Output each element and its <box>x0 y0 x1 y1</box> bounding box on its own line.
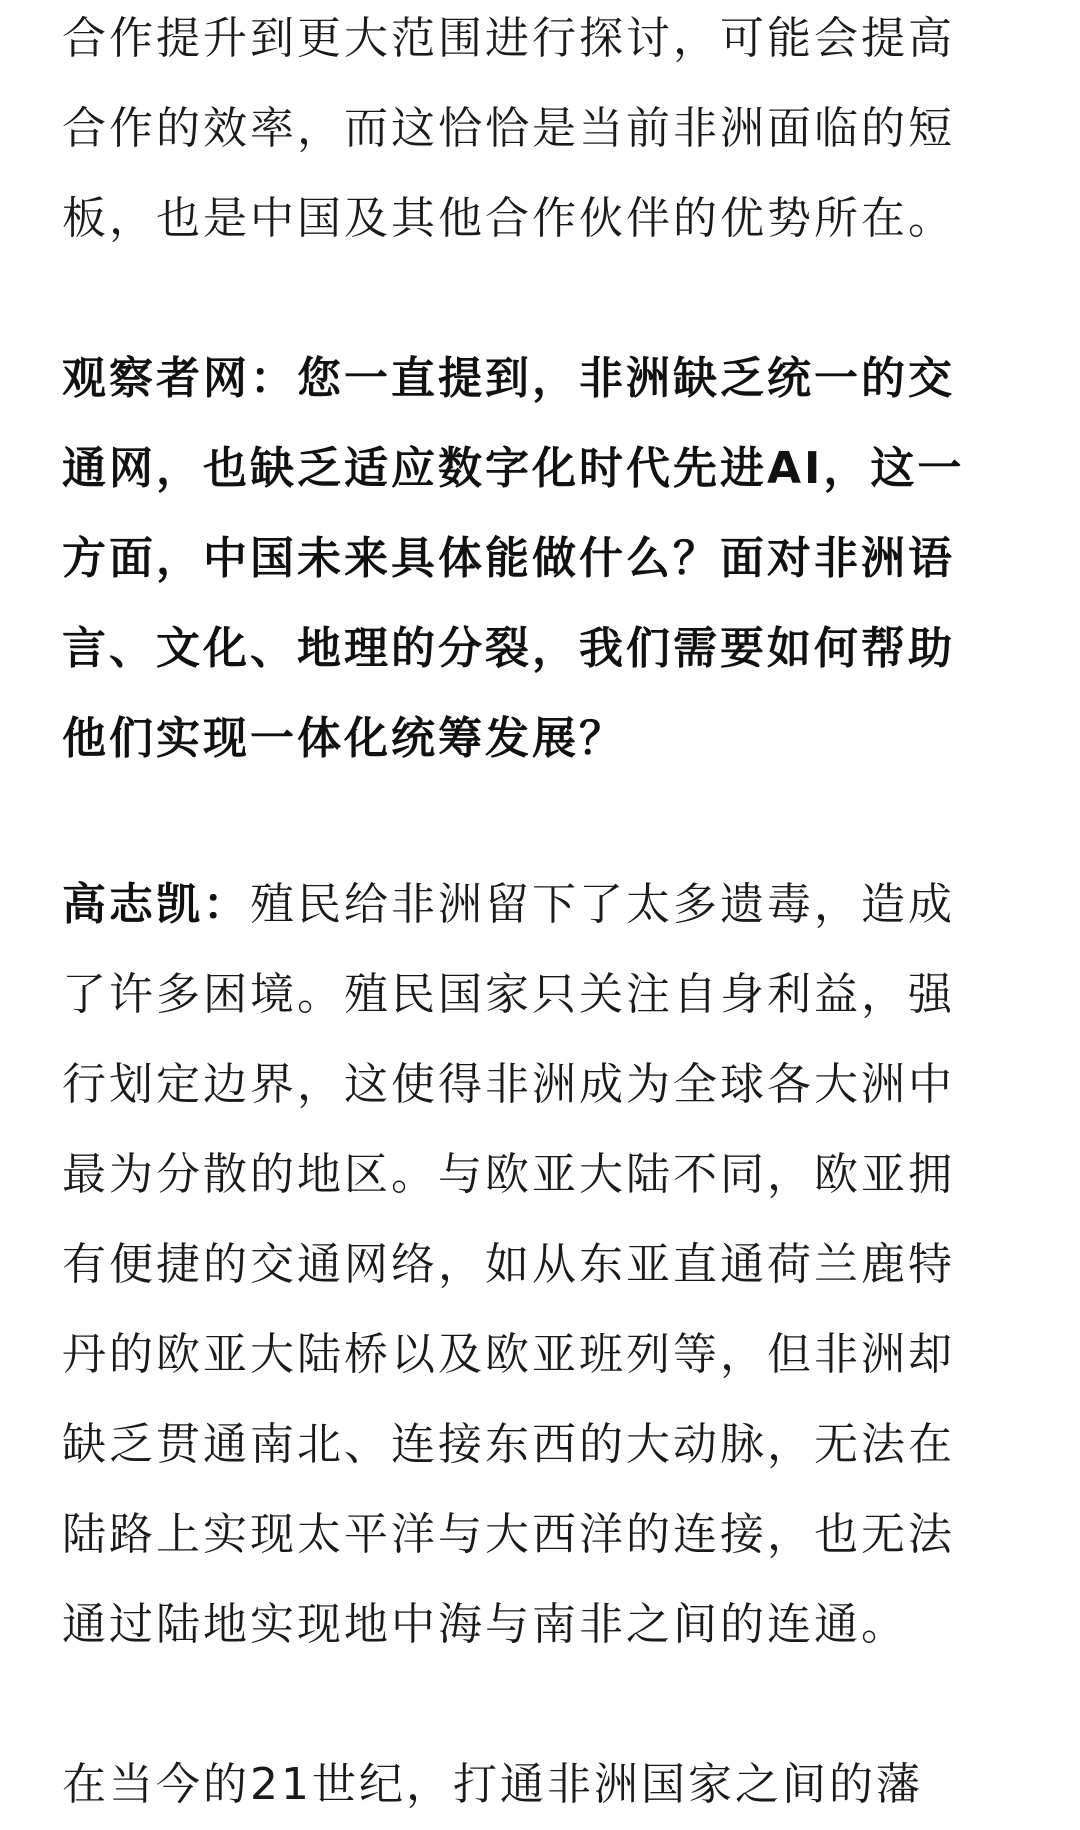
text-line: 板，也是中国及其他合作伙伴的优势所在。 <box>62 193 955 244</box>
text-fragment: 殖民给非洲留下了太多遗毒，造成 <box>250 879 955 930</box>
text-line: 言、文化、地理的分裂，我们需要如何帮助 <box>62 623 955 674</box>
paragraph-4 <box>62 1740 923 1830</box>
text-line: 了许多困境。殖民国家只关注自身利益，强 <box>62 969 955 1020</box>
text-line: 陆路上实现太平洋与大西洋的连接，也无法 <box>62 1509 955 1560</box>
text-line: 在当今的21世纪，打通非洲国家之间的藩 <box>62 1759 923 1810</box>
text-line: 丹的欧亚大陆桥以及欧亚班列等，但非洲却 <box>62 1329 955 1380</box>
text-line: 最为分散的地区。与欧亚大陆不同，欧亚拥 <box>62 1149 955 1200</box>
text-line: 通网，也缺乏适应数字化时代先进AI，这一 <box>62 443 965 494</box>
text-line: 观察者网：您一直提到，非洲缺乏统一的交 <box>62 353 955 404</box>
text-line: 有便捷的交通网络，如从东亚直通荷兰鹿特 <box>62 1239 955 1290</box>
answer-paragraph <box>62 860 955 1670</box>
text-line: 合作提升到更大范围进行探讨，可能会提高 <box>62 13 955 64</box>
text-line: 他们实现一体化统筹发展？ <box>62 713 626 764</box>
paragraph-1 <box>62 0 955 264</box>
text-line <box>62 860 955 950</box>
text-line: 方面，中国未来具体能做什么？面对非洲语 <box>62 533 955 584</box>
scrollbar[interactable] <box>1074 0 1080 1822</box>
text-line: 行划定边界，这使得非洲成为全球各大洲中 <box>62 1059 955 1110</box>
text-line: 缺乏贯通南北、连接东西的大动脉，无法在 <box>62 1419 955 1470</box>
question-paragraph <box>62 334 964 784</box>
speaker-label: 高志凯： <box>62 879 250 930</box>
text-line: 合作的效率，而这恰恰是当前非洲面临的短 <box>62 103 955 154</box>
text-line: 通过陆地实现地中海与南非之间的连通。 <box>62 1599 908 1650</box>
